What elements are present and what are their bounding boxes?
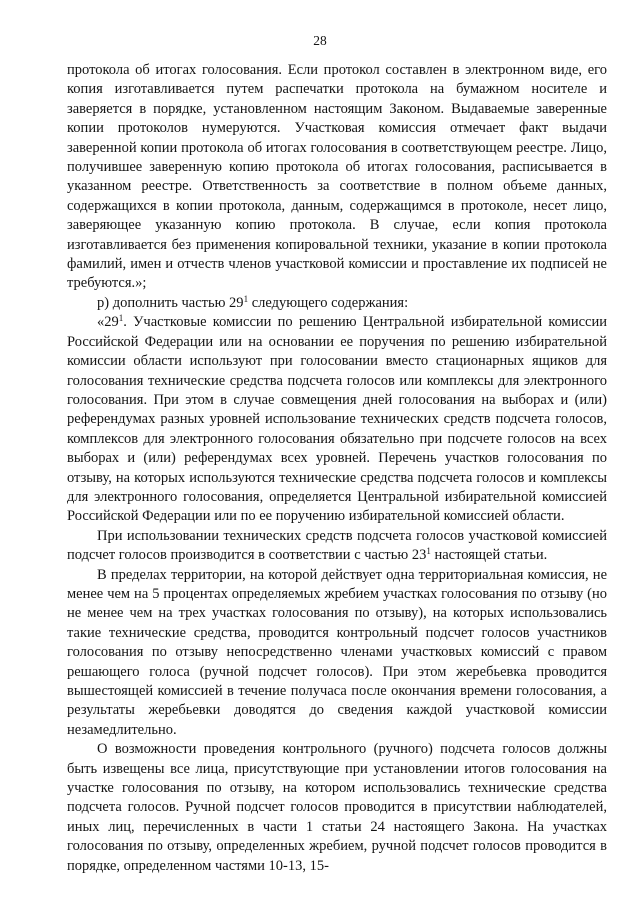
paragraph-manual-count-notice: О возможности проведения контрольного (ручного) подсчета голосов должны быть извещены все лица, присутствующие при установлении итогов голосования на участке голосования по отзыву, на котором использовались технические средства подсчета голосов. Ручной подсчет голосов проводится в присутствии наблюдателей, иных лиц, перечисленных в части 1 статьи 24 настоящего Закона. На участках голосования по отзыву, определенных жребием, ручной подсчет голосов проводится в порядке, определенном частями 10-13, 15- bbox=[67, 741, 607, 874]
paragraph-control-count: В пределах территории, на которой действует одна территориальная комиссия, не менее чем на 5 процентах определяемых жребием участках голосования по отзыву (но не менее чем на трех участках голосования по отзыву), на которых использовались такие технические средства, проводится контрольный подсчет голосов участников голосования по отзыву непосредственно членами участковых комиссий с правом решающего голоса (ручной подсчет голосов). При этом жеребьевка проводится вышестоящей комиссией в течение получаса после окончания времени голосования, а результаты жеребьевки доводятся до сведения каждой участковой комиссии незамедлительно. bbox=[67, 566, 607, 738]
paragraph-technical-counting: При использовании технических средств подсчета голосов участковой комиссией подсчет голосов производится в соответствии с частью $23^1$ настоящей статьи. bbox=[67, 527, 607, 564]
page-number: 28 bbox=[313, 33, 327, 48]
body-text bbox=[67, 61, 607, 876]
superscript: 1 bbox=[243, 293, 249, 304]
superscript: 1 bbox=[426, 546, 431, 557]
paragraph-part-29-1: «$29^1$. Участковые комиссии по решению Центральной избирательной комиссии Российской Федерации или на основании ее поручения по решению избирательной комиссии области используют при голосовании вместо стационарных ящиков для голосования технические средства подсчета голосов или комплексы для электронного голосования. При этом в случае совмещения дней голосования на выборах и (или) референдумах разных уровней использование технических средств подсчета голосов, комплексов для электронного голосования обязательно при подсчете голосов на всех выборах и (или) референдумах всех уровней. Перечень участков голосования по отзыву, на которых используются технические средства подсчета голосов и комплексы для электронного голосования, определяется Центральной избирательной комиссией Российской Федерации или по ее поручению избирательной комиссией области. bbox=[67, 313, 607, 525]
superscript: 1 bbox=[118, 313, 124, 324]
paragraph-protocol-copies: протокола об итогах голосования. Если протокол составлен в электронном виде, его копия изготавливается путем распечатки протокола на бумажном носителе и заверяется в порядке, установленном настоящим Законом. Выдаваемые заверенные копии протоколов нумеруются. Участковая комиссия отмечает факт выдачи заверенной копии протокола об итогах голосования в соответствующем реестре. Лицо, получившее заверенную копию протокола об итогах голосования, расписывается в указанном реестре. Ответственность за соответствие в полном объеме данных, содержащихся в копии протокола, данным, содержащимся в протоколе, несет лицо, заверяющее указанную копию протокола. В случае, если копия протокола изготавливается без применения копировальной техники, указание в копии протокола фамилий, имен и отчеств членов участковой комиссии и проставление их подписей не требуются.»; bbox=[67, 62, 607, 292]
paragraph-amend-part-29-1: р) дополнить частью $29^1$ следующего содержания: bbox=[97, 293, 409, 311]
